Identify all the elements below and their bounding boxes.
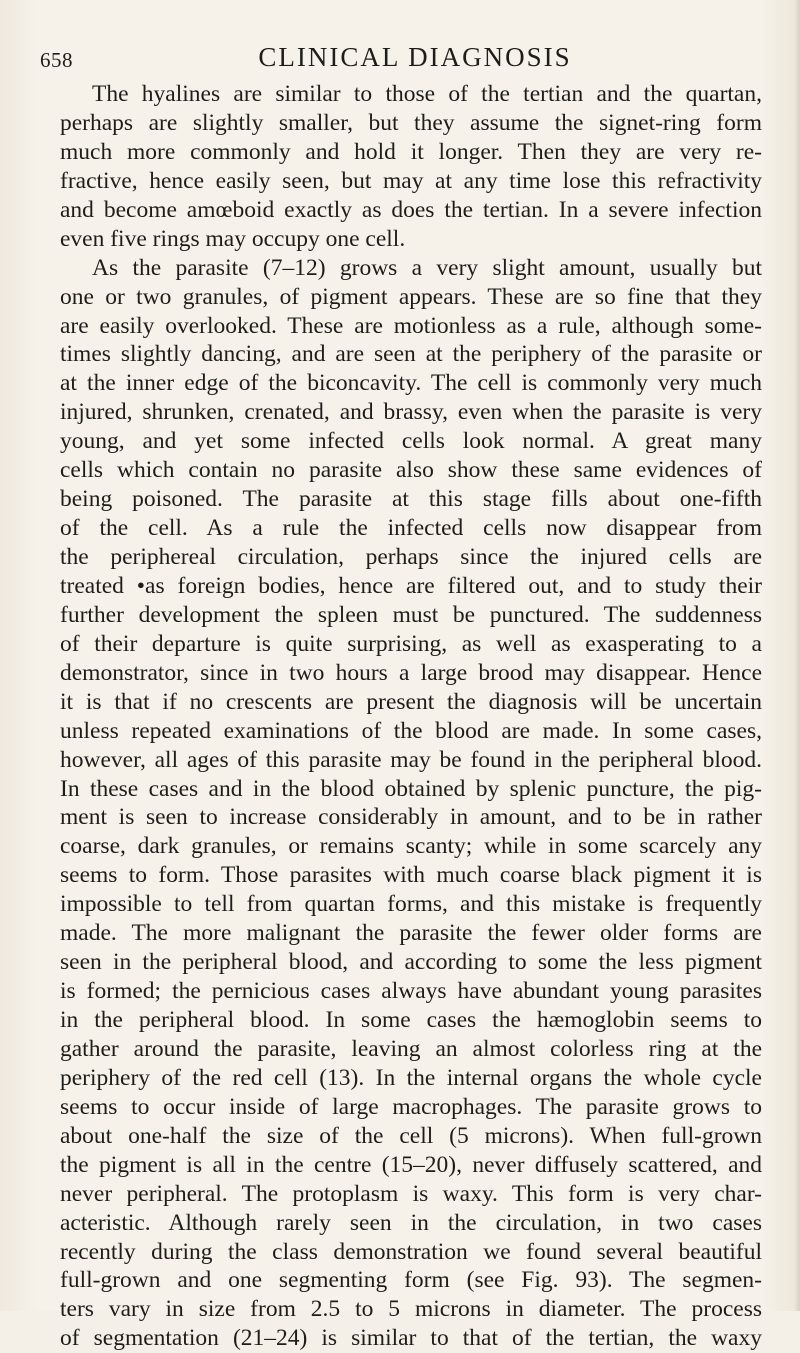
text-line: injured, shrunken, crenated, and brassy, even when the parasite is very bbox=[60, 399, 762, 426]
text-line: it is that if no crescents are present the diagnosis will be uncertain bbox=[60, 688, 762, 715]
text-line: In these cases and in the blood obtained by splenic puncture, the pig- bbox=[60, 775, 762, 802]
text-line: ment is seen to increase considerably in amount, and to be in rather bbox=[60, 804, 762, 831]
text-line: the periphereal circulation, perhaps since the injured cells are bbox=[60, 544, 762, 570]
text-line: gather around the parasite, leaving an almost colorless ring at the bbox=[60, 1035, 762, 1062]
text-line: of the cell. As a rule the infected cells now disappear from bbox=[60, 515, 762, 542]
text-line: at the inner edge of the biconcavity. The cell is commonly very much bbox=[60, 370, 762, 397]
text-line: however, all ages of this parasite may be found in the peripheral blood. bbox=[60, 746, 762, 773]
text-line: being poisoned. The parasite at this stage fills about one-fifth bbox=[60, 486, 762, 513]
text-line: about one-half the size of the cell (5 microns). When full-grown bbox=[60, 1122, 762, 1149]
text-line: treated •as foreign bodies, hence are filtered out, and to study their bbox=[60, 572, 762, 599]
text-line: even five rings may occupy one cell. bbox=[60, 225, 406, 252]
page-edge-shadow bbox=[794, 0, 800, 1311]
text-line: perhaps are slightly smaller, but they assume the signet-ring form bbox=[60, 109, 762, 136]
text-line: recently during the class demonstration we found several beautiful bbox=[60, 1238, 762, 1265]
text-line: of their departure is quite surprising, as well as exasperating to a bbox=[60, 630, 762, 657]
text-line: the pigment is all in the centre (15–20), never diffusely scattered, and bbox=[60, 1151, 762, 1178]
text-line: one or two granules, of pigment appears. These are so fine that they bbox=[60, 283, 762, 310]
text-line: periphery of the red cell (13). In the internal organs the whole cycle bbox=[60, 1064, 762, 1091]
text-line: times slightly dancing, and are seen at the periphery of the parasite or bbox=[60, 341, 762, 368]
text-line: coarse, dark granules, or remains scanty; while in some scarcely any bbox=[60, 833, 762, 860]
text-line: acteristic. Although rarely seen in the circulation, in two cases bbox=[60, 1209, 762, 1236]
text-line: in the peripheral blood. In some cases the hæmoglobin seems to bbox=[60, 1007, 762, 1033]
text-line: is formed; the pernicious cases always have abundant young parasites bbox=[60, 978, 762, 1005]
text-line: full-grown and one segmenting form (see Fig. 93). The segmen- bbox=[60, 1267, 762, 1294]
text-line: demonstrator, since in two hours a large brood may disappear. Hence bbox=[60, 659, 762, 686]
text-line: ters vary in size from 2.5 to 5 microns in diameter. The process bbox=[60, 1296, 762, 1323]
text-line: The hyalines are similar to those of the tertian and the quartan, bbox=[92, 81, 762, 107]
text-line: are easily overlooked. These are motionless as a rule, although some- bbox=[60, 312, 762, 339]
text-line: further development the spleen must be punctured. The suddenness bbox=[60, 601, 762, 628]
text-line: of segmentation (21–24) is similar to that of the tertian, the waxy bbox=[60, 1325, 762, 1352]
text-line: unless repeated examinations of the blood are made. In some cases, bbox=[60, 717, 762, 744]
text-line: seems to form. Those parasites with much coarse black pigment it is bbox=[60, 862, 762, 889]
text-line: seems to occur inside of large macrophages. The parasite grows to bbox=[60, 1093, 762, 1120]
text-line: cells which contain no parasite also show these same evidences of bbox=[60, 457, 762, 484]
text-line: never peripheral. The protoplasm is waxy. This form is very char- bbox=[60, 1180, 762, 1207]
text-line: impossible to tell from quartan forms, and this mistake is frequently bbox=[60, 891, 762, 918]
text-line: seen in the peripheral blood, and according to some the less pigment bbox=[60, 949, 762, 976]
text-line: much more commonly and hold it longer. Then they are very re- bbox=[60, 138, 762, 165]
text-line: fractive, hence easily seen, but may at any time lose this refractivity bbox=[60, 167, 762, 194]
text-line: and become amœboid exactly as does the tertian. In a severe infection bbox=[60, 196, 762, 223]
page-number: 658 bbox=[40, 48, 73, 72]
text-line: As the parasite (7–12) grows a very slight amount, usually but bbox=[92, 254, 762, 281]
running-title: CLINICAL DIAGNOSIS bbox=[258, 42, 572, 72]
body-text bbox=[60, 80, 762, 1353]
text-line: made. The more malignant the parasite the fewer older forms are bbox=[60, 920, 762, 947]
page-header bbox=[40, 40, 770, 80]
text-line: young, and yet some infected cells look normal. A great many bbox=[60, 428, 762, 455]
